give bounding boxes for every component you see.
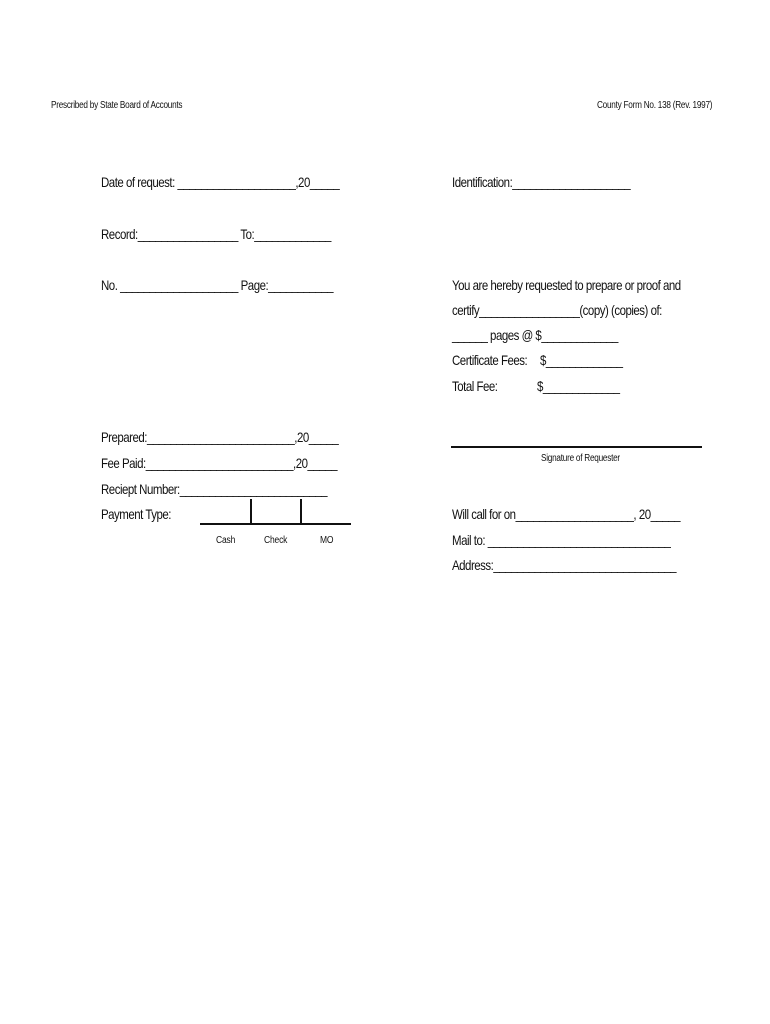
receipt-number-field[interactable]: Reciept Number:_________________________	[101, 481, 328, 497]
payment-divider-1	[250, 499, 252, 524]
pages-price-field[interactable]: ______ pages @ $_____________	[452, 327, 618, 343]
date-of-request-field[interactable]: Date of request: ____________________,20_____	[101, 174, 340, 190]
signature-caption: Signature of Requester	[541, 453, 620, 464]
header-prescribed-by: Prescribed by State Board of Accounts	[51, 100, 183, 111]
mail-to-field[interactable]: Mail to: _______________________________	[452, 532, 671, 548]
certificate-fees-field[interactable]: $_____________	[540, 352, 623, 368]
payment-option-cash[interactable]: Cash	[216, 535, 236, 546]
certify-copies-field[interactable]: certify_________________(copy) (copies) of:	[452, 302, 662, 318]
certificate-fees-label: Certificate Fees:	[452, 352, 528, 368]
payment-divider-2	[300, 499, 302, 524]
record-to-field[interactable]: Record:_________________ To:_____________	[101, 226, 331, 242]
payment-type-label: Payment Type:	[101, 506, 171, 522]
total-fee-field[interactable]: $_____________	[537, 378, 620, 394]
prepared-field[interactable]: Prepared:_________________________,20_____	[101, 429, 339, 445]
no-page-field[interactable]: No. ____________________ Page:___________	[101, 277, 333, 293]
signature-line[interactable]	[451, 446, 702, 448]
payment-type-baseline	[200, 523, 351, 525]
address-field[interactable]: Address:_______________________________	[452, 557, 677, 573]
total-fee-label: Total Fee:	[452, 378, 498, 394]
request-text-line-1: You are hereby requested to prepare or proof and	[452, 277, 681, 293]
header-form-number: County Form No. 138 (Rev. 1997)	[597, 100, 713, 111]
payment-option-check[interactable]: Check	[264, 535, 288, 546]
will-call-field[interactable]: Will call for on____________________, 20_____	[452, 506, 681, 522]
identification-field[interactable]: Identification:____________________	[452, 174, 631, 190]
payment-option-mo[interactable]: MO	[320, 535, 334, 546]
fee-paid-field[interactable]: Fee Paid:_________________________,20_____	[101, 455, 337, 471]
